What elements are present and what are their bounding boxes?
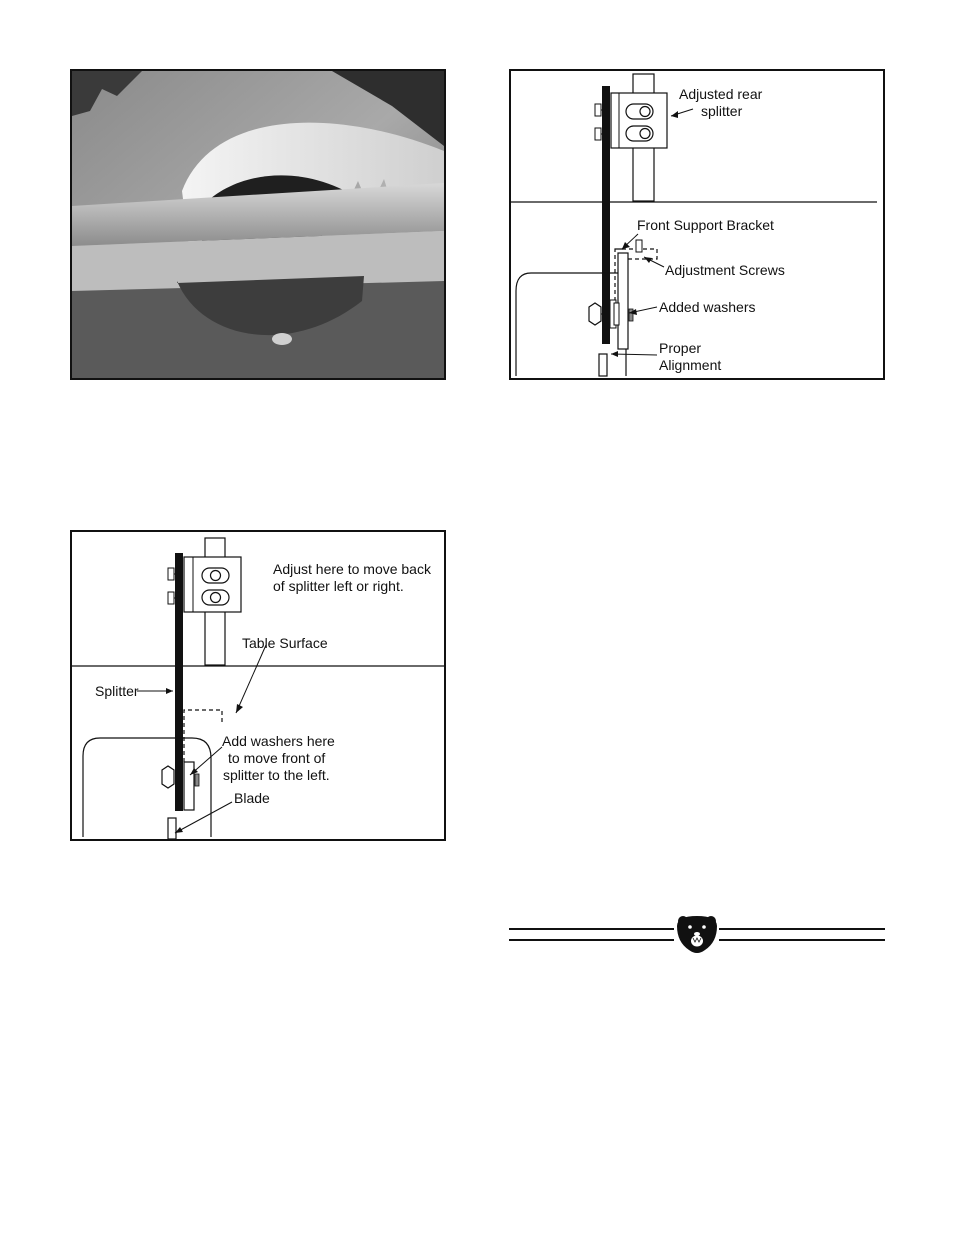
label-adjustment-screws: Adjustment Screws <box>665 262 785 278</box>
bolt-head-upper-front <box>168 568 174 580</box>
label-to-left: splitter to the left. <box>223 767 330 783</box>
label-adjusted-rear: Adjusted rear <box>679 86 763 102</box>
bracket-plate-front <box>184 762 194 810</box>
blade-tip <box>599 354 607 376</box>
adjustment-screw <box>636 240 642 252</box>
wing-bolt-upper <box>202 568 229 583</box>
label-splitter-rear: splitter <box>701 103 743 119</box>
bolt-nut <box>589 303 601 325</box>
bear-head-icon <box>677 916 717 953</box>
bolt-head-upper <box>595 104 601 116</box>
front-splitter-figure <box>70 530 446 841</box>
blade-tip-front <box>168 818 176 839</box>
bolt-nut-front <box>162 766 174 788</box>
footer-ornament <box>509 910 885 960</box>
knob <box>272 333 292 345</box>
label-proper: Proper <box>659 340 702 356</box>
label-adjust-here-2: of splitter left or right. <box>273 578 404 594</box>
splitter-bar <box>602 86 610 344</box>
rear-splitter-diagram <box>511 71 883 378</box>
slot-bolt-upper <box>626 104 653 119</box>
label-added-washers: Added washers <box>659 299 756 315</box>
saw-blade-photo-drawing <box>72 71 444 378</box>
bracket-plate <box>618 253 628 349</box>
label-splitter: Splitter <box>95 683 139 699</box>
slot-bolt-lower <box>626 126 653 141</box>
label-adjust-here: Adjust here to move back <box>273 561 431 577</box>
rear-splitter-figure <box>509 69 885 380</box>
washer-2 <box>614 303 619 325</box>
label-front-support-bracket: Front Support Bracket <box>637 217 774 233</box>
front-splitter-diagram <box>72 532 444 839</box>
bracket-dashed-front <box>184 710 222 762</box>
bolt-tip <box>629 309 633 321</box>
footer-rule <box>509 910 885 960</box>
bolt-head-lower-front <box>168 592 174 604</box>
leader-table-surface <box>236 645 266 713</box>
wing-bolt-lower <box>202 590 229 605</box>
splitter-bar-front <box>175 553 183 811</box>
label-table-surface: Table Surface <box>242 635 328 651</box>
label-move-front: to move front of <box>228 750 326 766</box>
label-blade: Blade <box>234 790 270 806</box>
bolt-tip-front <box>195 774 199 786</box>
label-add-washers: Add washers here <box>222 733 335 749</box>
saw-blade-photo <box>70 69 446 380</box>
bolt-head-lower <box>595 128 601 140</box>
label-alignment: Alignment <box>659 357 722 373</box>
